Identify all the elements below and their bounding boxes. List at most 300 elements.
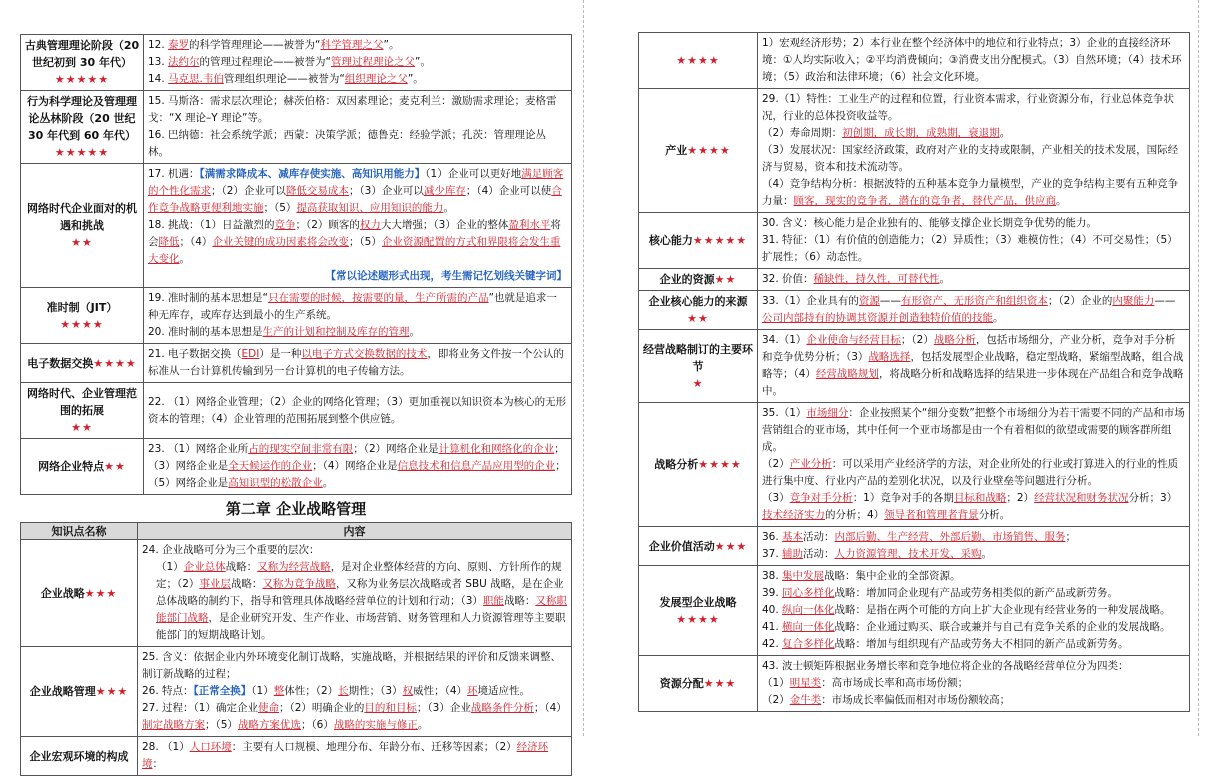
text-segment: 27. 过程：（1）确定企业 bbox=[142, 702, 258, 714]
content-line bbox=[762, 619, 1185, 636]
key-phrase: EDI bbox=[241, 348, 260, 360]
key-phrase: 初创期，成长期，成熟期，衰退期 bbox=[842, 127, 1000, 139]
knowledge-point-cell bbox=[639, 656, 758, 712]
key-phrase: 经济环境 bbox=[142, 741, 549, 770]
content-line bbox=[762, 456, 1185, 490]
key-phrase: 市场细分 bbox=[806, 407, 849, 419]
text-segment: ；（3）企业 bbox=[416, 702, 471, 714]
key-phrase: 目的和目标 bbox=[364, 702, 417, 714]
text-segment: （4）竞争结构分析：根据波特的五种基本竞争力量模型，产业的竞争结构主要有五种竞争力量： bbox=[762, 178, 1179, 207]
knowledge-point-name: 准时制（JIT） bbox=[46, 300, 118, 314]
text-segment: （1） bbox=[156, 561, 184, 573]
knowledge-point-cell bbox=[639, 330, 758, 403]
importance-stars: ★★★★★ bbox=[54, 146, 110, 159]
text-segment: 战略：增加与组织现有产品或劳务大不相同的新产品或新劳务。 bbox=[834, 638, 1129, 650]
key-phrase: 纵向一体化 bbox=[782, 604, 835, 616]
text-segment: ”也就是追求一种无库存，或库存达到最小的生产系统。 bbox=[148, 292, 557, 321]
knowledge-point-name: 网络时代、企业管理范围的拓展 bbox=[27, 387, 137, 417]
content-cell bbox=[758, 291, 1190, 330]
text-segment: ；（2）顾客的 bbox=[295, 219, 360, 231]
content-cell bbox=[758, 656, 1190, 712]
content-cell bbox=[758, 89, 1190, 213]
text-segment: 15. 马斯洛：需求层次理论；赫茨伯格：双因素理论；麦克利兰：激励需求理论；麦格雷戈：“X 理论–Y 理论”等。 bbox=[148, 95, 557, 124]
key-phrase: 权 bbox=[402, 685, 414, 697]
content-line bbox=[142, 700, 567, 734]
text-segment: 1）宏观经济形势；2）本行业在整个经济体中的地位和行业特点；3）企业的直接经济环境：①人均实际收入；②平均消费倾向；③消费支出分配模式。（3）自然环境；（4）技术环境；（5）政治和法律环境；（6）社会文化环境。 bbox=[762, 37, 1182, 83]
key-phrase: 生产的计划和控制及库存的管理 bbox=[262, 326, 410, 338]
content-line bbox=[148, 37, 567, 54]
content-line bbox=[762, 675, 1185, 692]
key-phrase: 信息技术和信息产品应用型的企业 bbox=[397, 460, 556, 472]
knowledge-point-name: 行为科学理论及管理理论丛林阶段（20 世纪 30 年代到 60 年代） bbox=[27, 95, 137, 142]
content-cell bbox=[144, 91, 572, 164]
text-segment: —— bbox=[1154, 295, 1176, 307]
content-line bbox=[148, 93, 567, 127]
text-segment: ，包括发展型企业战略，稳定型战略，紧缩型战略，组合战略等；（4） bbox=[762, 351, 1184, 380]
knowledge-point-name: 资源分配 bbox=[659, 677, 704, 690]
key-phrase: 基本 bbox=[782, 531, 804, 543]
content-line bbox=[762, 271, 1185, 288]
key-phrase: 只在需要的时候，按需要的量，生产所需的产品 bbox=[267, 292, 489, 304]
knowledge-point-cell bbox=[21, 647, 138, 737]
knowledge-point-cell bbox=[639, 89, 758, 213]
knowledge-point-name: 企业核心能力的来源 bbox=[648, 295, 748, 308]
text-segment: ；（3）企业可以 bbox=[348, 185, 424, 197]
text-segment: 29.（1）特性：工业生产的过程和位置，行业资本需求，行业资源分布，行业总体竞争状况，行业的总体投资收益等。 bbox=[762, 93, 1174, 122]
text-segment: （3）发展状况：国家经济政策，政府对产业的支持或限制，产业相关的技术发展，国际经济与贸易，资本和技术流动等。 bbox=[762, 144, 1179, 173]
content-cell bbox=[758, 527, 1190, 566]
text-segment: ：市场成长率偏低而相对市场份额较高； bbox=[821, 694, 1011, 706]
text-segment: ，是企业研究开发、生产作业、市场营销、财务管理和人力资源管理等主要职能部门的短期战略计划。 bbox=[156, 612, 566, 641]
content-cell bbox=[144, 288, 572, 344]
key-phrase: 组织理论之父 bbox=[344, 73, 408, 85]
key-phrase: 职能 bbox=[482, 595, 504, 607]
text-segment: 35.（1） bbox=[762, 407, 807, 419]
text-segment: （2） bbox=[762, 694, 790, 706]
key-phrase: 战略条件分析 bbox=[470, 702, 534, 714]
text-segment: 34.（1） bbox=[762, 334, 807, 346]
key-phrase: 内聚能力 bbox=[1112, 295, 1155, 307]
text-segment: 。 bbox=[443, 202, 454, 214]
text-segment: 26. 特点： bbox=[142, 685, 194, 697]
table-row bbox=[21, 164, 572, 288]
content-line bbox=[762, 405, 1185, 456]
key-phrase: 人力资源管理、技术开发、采购 bbox=[834, 548, 982, 560]
key-phrase: 有形资产、无形资产和组织资本 bbox=[900, 295, 1048, 307]
text-segment: （1） bbox=[251, 685, 274, 697]
page-divider-left bbox=[583, 0, 584, 736]
text-segment: 将会 bbox=[148, 219, 561, 248]
key-phrase: 降低交易成本 bbox=[285, 185, 349, 197]
importance-stars: ★★★ bbox=[95, 685, 129, 698]
content-line bbox=[142, 649, 567, 683]
text-segment: ；（5） bbox=[263, 202, 297, 214]
text-segment: （2）寿命周期： bbox=[762, 127, 843, 139]
content-line bbox=[762, 176, 1185, 210]
key-phrase: 减少库存 bbox=[423, 185, 466, 197]
knowledge-point-cell bbox=[21, 383, 144, 439]
content-line bbox=[762, 142, 1185, 176]
content-cell bbox=[144, 383, 572, 439]
key-phrase: 高知识型的松散企业 bbox=[228, 477, 323, 489]
content-line bbox=[762, 91, 1185, 125]
text-segment: 36. bbox=[762, 531, 783, 543]
table-row bbox=[639, 291, 1190, 330]
text-segment: 22. （1）网络企业管理；（2）企业的网络化管理；（3）更加重视以知识资本为核心的无形资本的管理；（4）企业管理的范围拓展到整个供应链。 bbox=[148, 395, 567, 425]
key-phrase: 降低 bbox=[158, 236, 180, 248]
text-segment: ；（4）企业可以使 bbox=[465, 185, 552, 197]
text-segment: 。 bbox=[409, 326, 421, 338]
text-segment: ，将战略分析和战略选择的结果进一步体现在产品组合和竞争战略中。 bbox=[762, 368, 1184, 397]
key-phrase: 环 bbox=[467, 685, 478, 697]
table-row bbox=[21, 647, 572, 737]
text-segment: 。 bbox=[322, 477, 334, 489]
content-line bbox=[762, 293, 1185, 327]
content-line bbox=[148, 290, 567, 324]
content-line bbox=[762, 215, 1185, 232]
knowledge-point-name: 古典管理理论阶段（20 世纪初到 30 年代） bbox=[24, 39, 140, 69]
key-phrase: 战略的实施与修正 bbox=[333, 719, 418, 731]
knowledge-point-name: 核心能力 bbox=[648, 234, 693, 247]
right-page bbox=[638, 32, 1190, 712]
key-phrase: 经营状况和财务状况 bbox=[1034, 492, 1129, 504]
text-segment: ；（5） bbox=[205, 719, 238, 731]
importance-stars: ★★★★★ bbox=[692, 234, 748, 247]
key-phrase: 合作竞争战略更便利地实施 bbox=[148, 185, 562, 214]
text-segment: 体性；（2） bbox=[284, 685, 339, 697]
knowledge-point-cell bbox=[639, 527, 758, 566]
knowledge-point-cell bbox=[21, 35, 144, 91]
importance-stars: ★★ bbox=[71, 236, 93, 249]
key-phrase: 辅助 bbox=[782, 548, 804, 560]
importance-stars: ★★★★ bbox=[60, 317, 104, 331]
text-segment: ；（4）网络企业是 bbox=[312, 460, 398, 472]
key-phrase: 企业使命与经营目标 bbox=[806, 334, 901, 346]
content-line bbox=[762, 490, 1185, 524]
text-segment: ；（2） bbox=[900, 334, 934, 346]
text-segment: ：可以采用产业经济学的方法，对企业所处的行业或打算进入的行业的性质进行集中度、行业内产品的差别化状况，以及行业壁垒等问题进行分析。 bbox=[762, 458, 1179, 487]
key-phrase: 目标和战略 bbox=[953, 492, 1007, 504]
text-segment: ；（2）明确企业的 bbox=[278, 702, 365, 714]
text-segment: ：1）竞争对手的各期 bbox=[852, 492, 954, 504]
importance-stars: ★★ bbox=[687, 312, 709, 325]
key-phrase: 竞争对手分析 bbox=[789, 492, 853, 504]
text-segment: 管理组织理论——被誉为“ bbox=[223, 73, 345, 85]
text-segment: 活动： bbox=[803, 548, 835, 560]
content-cell bbox=[144, 344, 572, 383]
content-line bbox=[148, 324, 567, 341]
knowledge-point-cell bbox=[639, 566, 758, 656]
text-segment: 38. bbox=[762, 570, 783, 582]
text-segment: 32. 价值： bbox=[762, 273, 814, 285]
key-phrase: 战略分析 bbox=[933, 334, 976, 346]
text-segment: （1）企业可以更好地 bbox=[425, 168, 522, 180]
table-row bbox=[639, 89, 1190, 213]
key-phrase: 集中发展 bbox=[782, 570, 825, 582]
importance-stars: ★★★★ bbox=[676, 612, 720, 626]
chapter1-table bbox=[20, 34, 572, 495]
key-phrase: 产业分析 bbox=[789, 458, 832, 470]
text-segment: 活动： bbox=[803, 531, 835, 543]
text-segment: 23. （1）网络企业所 bbox=[148, 443, 249, 455]
key-phrase: 又称为经营战略 bbox=[257, 561, 331, 573]
table-row bbox=[639, 527, 1190, 566]
header-content: 内容 bbox=[138, 523, 572, 540]
text-segment: 。 bbox=[999, 127, 1011, 139]
text-segment: 31. 特征：（1）有价值的创造能力；（2）异质性；（3）难模仿性；（4）不可交易性；（5）扩展性；（6）动态性。 bbox=[762, 234, 1178, 263]
knowledge-point-name: 发展型企业战略 bbox=[659, 595, 737, 609]
page-divider-right bbox=[1198, 0, 1199, 736]
content-line bbox=[762, 529, 1185, 546]
text-segment: ：企业按照某个“细分变数”把整个市场细分为若干需要不同的产品和市场营销组合的亚市场，其中任何一个亚市场都是由一个有着相似的欲望或需要的顾客群所组成。 bbox=[762, 407, 1185, 453]
key-phrase: 经营战略规划 bbox=[815, 368, 879, 380]
header-key: 知识点名称 bbox=[21, 523, 138, 540]
key-phrase: 法约尔 bbox=[168, 56, 200, 68]
content-line bbox=[762, 585, 1185, 602]
study-note: 【常以论述题形式出现，考生需记忆划线关键字词】 bbox=[325, 270, 567, 282]
key-phrase: 又称为竞争战略 bbox=[262, 578, 336, 590]
text-segment: ：主要有人口规模、地理分布、年龄分布、迁移等因素；（2） bbox=[231, 741, 517, 753]
text-segment: （3） bbox=[762, 492, 790, 504]
importance-stars: ★★ bbox=[714, 273, 737, 286]
text-segment: ；（6） bbox=[300, 719, 334, 731]
text-segment: 的科学管理理论——被誉为“ bbox=[189, 39, 321, 51]
text-segment: 战略： bbox=[503, 595, 536, 607]
text-segment: 20. 准时制的基本思想是 bbox=[148, 326, 263, 338]
knowledge-point-cell bbox=[639, 403, 758, 527]
text-segment: 40. bbox=[762, 604, 783, 616]
key-phrase: 使命 bbox=[257, 702, 279, 714]
key-phrase: 同心多样化 bbox=[782, 587, 835, 599]
text-segment: ）是一种 bbox=[259, 348, 302, 360]
knowledge-point-name: 企业的资源 bbox=[659, 273, 715, 286]
text-segment: 大大增强；（3）企业的整体 bbox=[380, 219, 509, 231]
table-row bbox=[21, 91, 572, 164]
text-segment: 战略：企业通过购买、联合或兼并与自己有竞争关系的企业的发展战略。 bbox=[834, 621, 1171, 633]
text-segment: ；（3）网络企业是 bbox=[148, 443, 565, 472]
content-cell bbox=[138, 647, 572, 737]
text-segment: ；（2）企业的 bbox=[1047, 295, 1113, 307]
text-segment: 14. bbox=[148, 73, 169, 85]
key-phrase: 事业层 bbox=[199, 578, 231, 590]
table-row bbox=[639, 403, 1190, 527]
content-line bbox=[142, 542, 567, 559]
importance-stars: ★★★★ bbox=[676, 54, 720, 67]
table-row bbox=[639, 330, 1190, 403]
text-segment: （2） bbox=[762, 458, 790, 470]
knowledge-point-cell bbox=[21, 91, 144, 164]
table-row bbox=[21, 288, 572, 344]
importance-stars: ★★★★ bbox=[687, 144, 731, 157]
text-segment: 21. 电子数据交换（ bbox=[148, 348, 242, 360]
content-line bbox=[762, 125, 1185, 142]
key-phrase: 金牛类 bbox=[789, 694, 822, 706]
knowledge-point-name: 网络时代企业面对的机遇和挑战 bbox=[27, 202, 137, 232]
knowledge-point-name: 企业战略 bbox=[40, 586, 85, 600]
content-line bbox=[762, 602, 1185, 619]
text-segment: ；（4） bbox=[179, 236, 213, 248]
content-line bbox=[762, 232, 1185, 266]
importance-stars: ★★★ bbox=[714, 539, 748, 553]
knowledge-point-name: 网络企业特点 bbox=[38, 460, 105, 473]
key-phrase: 权力 bbox=[359, 219, 381, 231]
text-segment: 13. bbox=[148, 56, 169, 68]
content-line bbox=[148, 71, 567, 88]
knowledge-point-name: 电子数据交换 bbox=[27, 356, 94, 370]
text-segment: ：高市场成长率和高市场份额； bbox=[821, 677, 969, 689]
text-segment: ；（4） bbox=[533, 702, 567, 714]
content-line bbox=[148, 346, 567, 380]
content-line bbox=[762, 546, 1185, 563]
content-cell bbox=[758, 330, 1190, 403]
knowledge-point-name: 企业战略管理 bbox=[29, 685, 96, 698]
knowledge-point-cell bbox=[21, 164, 144, 288]
key-phrase: 管理过程理论之父 bbox=[331, 56, 415, 68]
key-phrase: 竞争 bbox=[274, 219, 296, 231]
content-cell bbox=[138, 540, 572, 647]
content-line bbox=[762, 658, 1185, 675]
content-line bbox=[762, 332, 1185, 400]
text-segment: ；（2）企业可以 bbox=[211, 185, 286, 197]
key-phrase: 企业资源配置的方式和界限将会发生重大变化 bbox=[148, 236, 561, 265]
text-segment: ，即将业务文件按一个公认的标准从一台计算机传输到另一台计算机的电子传输方法。 bbox=[148, 348, 564, 377]
content-line bbox=[142, 739, 567, 773]
knowledge-point-name: 战略分析 bbox=[654, 458, 699, 471]
key-phrase: 企业总体 bbox=[183, 561, 226, 573]
text-segment: 28. （1） bbox=[142, 741, 190, 753]
knowledge-point-cell bbox=[21, 540, 138, 647]
text-segment: 。 bbox=[939, 273, 951, 285]
text-segment: ；（2）网络企业是 bbox=[353, 443, 439, 455]
content-line bbox=[148, 54, 567, 71]
text-segment: 42. bbox=[762, 638, 783, 650]
content-cell bbox=[758, 213, 1190, 269]
knowledge-point-name: 企业价值活动 bbox=[648, 539, 715, 553]
knowledge-point-cell bbox=[21, 344, 144, 383]
table-row bbox=[639, 566, 1190, 656]
key-phrase: 制定战略方案 bbox=[142, 719, 205, 731]
text-segment: 12. bbox=[148, 39, 169, 51]
text-segment: ，包括市场细分，产业分析，竞争对手分析和竞争优势分析；（3） bbox=[762, 334, 1176, 363]
content-line bbox=[148, 217, 567, 268]
key-phrase: 人口环境 bbox=[189, 741, 232, 753]
text-segment: ”。 bbox=[415, 56, 431, 68]
knowledge-point-cell bbox=[21, 288, 144, 344]
importance-stars: ★★ bbox=[104, 460, 126, 473]
text-segment: 。 bbox=[981, 548, 993, 560]
content-cell bbox=[138, 737, 572, 776]
text-segment: 。 bbox=[179, 253, 190, 265]
table-row bbox=[21, 439, 572, 495]
content-cell bbox=[144, 439, 572, 495]
content-line bbox=[148, 127, 567, 161]
text-segment: 。 bbox=[993, 312, 1004, 324]
content-line bbox=[148, 394, 567, 428]
importance-stars: ★★★★★ bbox=[54, 73, 110, 86]
content-line bbox=[148, 166, 567, 217]
importance-stars: ★★★★ bbox=[698, 458, 742, 471]
key-phrase: 稀缺性，持久性，可替代性 bbox=[813, 273, 940, 285]
key-phrase: 提高获取知识、应用知识的能力 bbox=[296, 202, 444, 214]
table-row bbox=[639, 33, 1190, 89]
content-cell bbox=[144, 164, 572, 288]
content-cell bbox=[758, 403, 1190, 527]
table-row bbox=[639, 213, 1190, 269]
key-phrase: 科学管理之父 bbox=[320, 39, 384, 51]
content-line bbox=[148, 441, 567, 492]
text-segment: 39. bbox=[762, 587, 783, 599]
text-segment: 战略：是指在两个可能的方向上扩大企业现有经营业务的一种发展战略。 bbox=[834, 604, 1171, 616]
key-phrase: 领导者和管理者背景 bbox=[884, 509, 979, 521]
knowledge-point-cell bbox=[21, 439, 144, 495]
key-phrase: 企业关键的成功因素将会改变 bbox=[212, 236, 349, 248]
text-segment: 18. 挑战：（1）日益激烈的 bbox=[148, 219, 275, 231]
text-segment: ，又称为业务层次战略或者 SBU 战略，是在企业总体战略的制约下，指导和管理具体战略经营单位的计划和行动；（3） bbox=[156, 578, 564, 607]
text-segment: ，是对企业整体经营的方向、原则、方针所作的规定；（2） bbox=[156, 561, 562, 590]
knowledge-point-cell bbox=[639, 269, 758, 291]
text-segment: 25. 含义：依据企业内外环境变化制订战略，实施战略，并根据结果的评价和反馈来调整、制订新战略的过程； bbox=[142, 651, 562, 680]
key-phrase: 计算机化和网络化的企业 bbox=[438, 443, 555, 455]
content-line bbox=[142, 559, 567, 644]
text-segment: 17. 机遇： bbox=[148, 168, 200, 180]
text-segment: ；2） bbox=[1006, 492, 1035, 504]
left-page bbox=[20, 34, 572, 776]
knowledge-point-cell bbox=[639, 33, 758, 89]
content-cell bbox=[144, 35, 572, 91]
right-table bbox=[638, 32, 1190, 712]
content-line bbox=[762, 35, 1185, 86]
text-segment: 。 bbox=[1056, 195, 1067, 207]
key-phrase: 满足顾客的个性化需求 bbox=[148, 168, 564, 197]
importance-stars: ★★★ bbox=[703, 677, 737, 690]
key-phrase: 公司内部持有的协调其资源并创造独特价值的技能 bbox=[762, 312, 993, 324]
text-segment: 41. bbox=[762, 621, 783, 633]
text-segment: 43. 波士顿矩阵根据业务增长率和竞争地位将企业的各战略经营单位分为四类： bbox=[762, 660, 1129, 672]
content-line bbox=[762, 692, 1185, 709]
chapter-title: 第二章 企业战略管理 bbox=[225, 500, 367, 518]
key-phrase: 技术经济实力 bbox=[762, 509, 825, 521]
knowledge-point-name: 企业宏观环境的构成 bbox=[29, 749, 129, 763]
knowledge-point-name: 产业 bbox=[665, 144, 688, 157]
text-segment: ； bbox=[1065, 531, 1077, 543]
content-cell bbox=[758, 269, 1190, 291]
knowledge-point-cell bbox=[21, 737, 138, 776]
text-segment: 分析。 bbox=[978, 509, 1011, 521]
key-phrase: 泰罗 bbox=[168, 39, 190, 51]
key-phrase: 长 bbox=[338, 685, 349, 697]
key-phrase: 顾客，现实的竞争者，潜在的竞争者，替代产品，供应商 bbox=[793, 195, 1056, 207]
text-segment: 24. 企业战略可分为三个重要的层次： bbox=[142, 544, 320, 556]
text-segment: 战略：集中企业的全部资源。 bbox=[824, 570, 961, 582]
table-row bbox=[639, 269, 1190, 291]
text-segment: 33.（1）企业具有的 bbox=[762, 295, 859, 307]
text-segment: ；（5）网络企业是 bbox=[148, 460, 566, 489]
key-phrase: 占的现实空间非常有限 bbox=[248, 443, 354, 455]
key-phrase: 全天候运作的企业 bbox=[228, 460, 313, 472]
key-phrase: 资源 bbox=[858, 295, 880, 307]
knowledge-point-cell bbox=[639, 291, 758, 330]
table-row bbox=[21, 737, 572, 776]
key-phrase: 明星类 bbox=[789, 677, 822, 689]
text-segment: 境适应性。 bbox=[477, 685, 531, 697]
text-segment: —— bbox=[879, 295, 901, 307]
text-segment: 战略： bbox=[225, 561, 258, 573]
text-segment: 37. bbox=[762, 548, 783, 560]
table-row bbox=[21, 540, 572, 647]
content-cell bbox=[758, 33, 1190, 89]
text-segment: ： bbox=[152, 758, 163, 770]
mnemonic: 【满需求降成本、减库存使实施、高知识用能力】 bbox=[199, 168, 426, 180]
